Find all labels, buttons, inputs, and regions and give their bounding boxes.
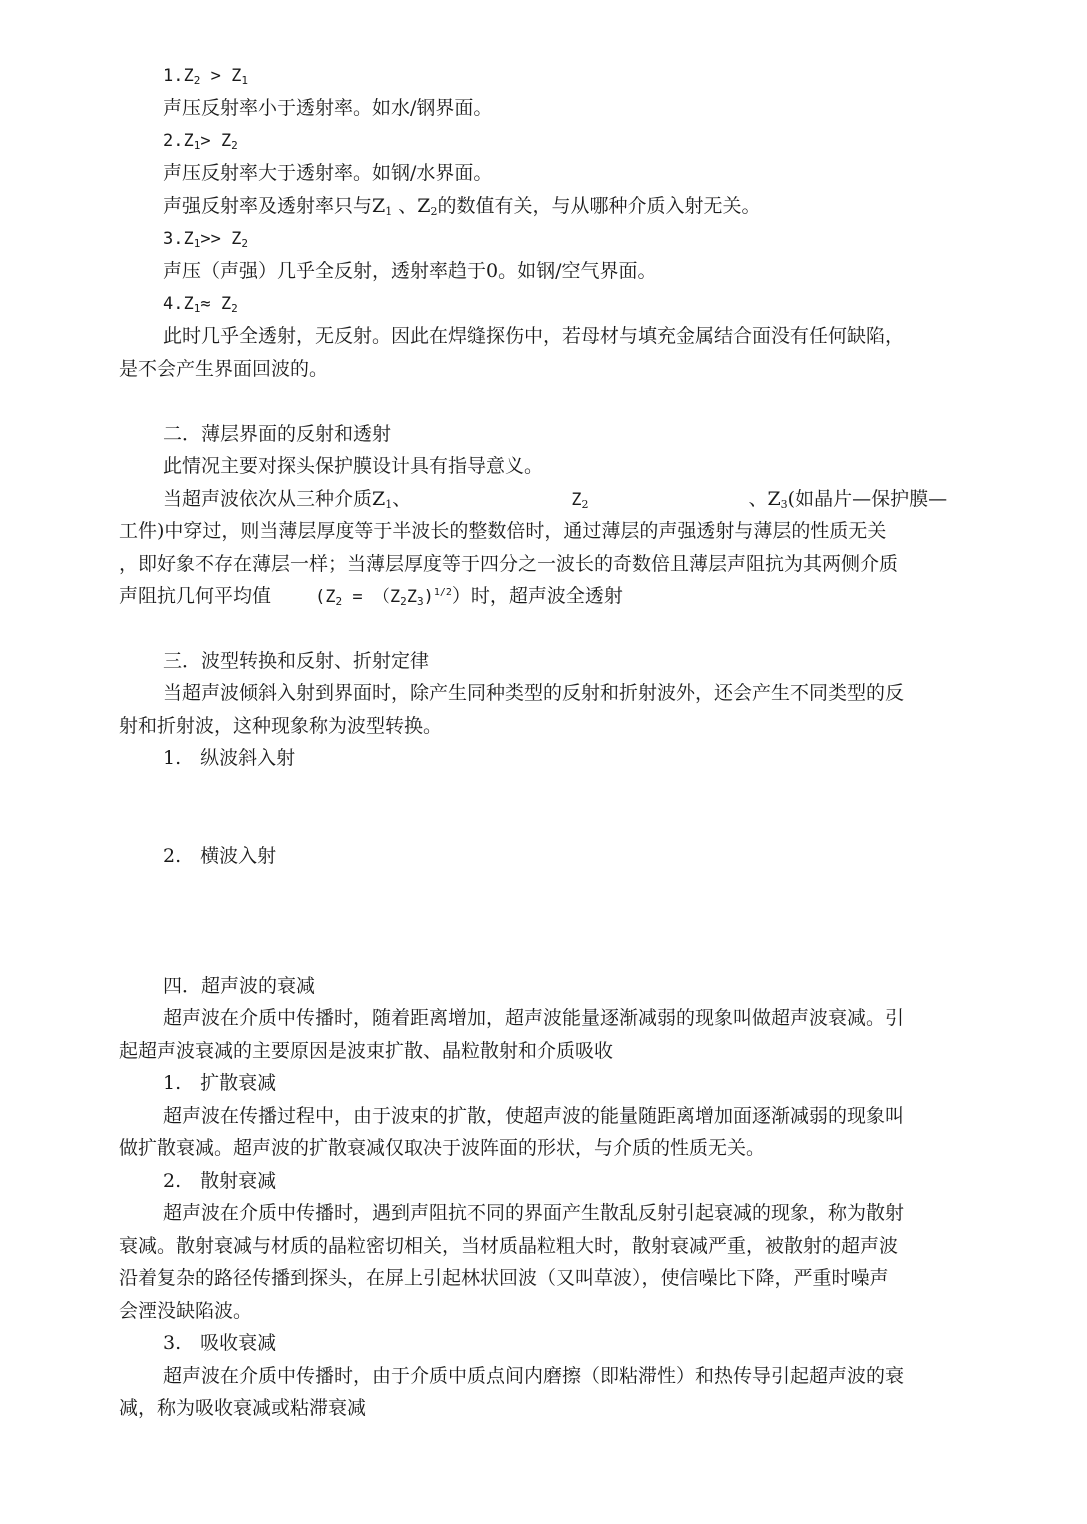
sub-1-line-1: 超声波在传播过程中，由于波束的扩散，使超声波的能量随距离增加面逐渐减弱的现象叫 — [163, 1105, 905, 1127]
section-4-para-line-2: 起超声波衰减的主要原因是波束扩散、晶粒散射和介质吸收 — [119, 1040, 614, 1062]
section-3-para-line-2: 射和折射波，这种现象称为波型转换。 — [119, 715, 443, 737]
section-2-heading: 二．薄层界面的反射和透射 — [163, 423, 392, 445]
case-z1-gt-z2: $2.Z_1> Z_2$ — [163, 131, 238, 152]
section-2-para-line-3: ，即好象不存在薄层一样；当薄层厚度等于四分之一波长的奇数倍且薄层声阻抗为其两侧介质 — [119, 553, 899, 575]
section-3-para-line-1: 当超声波倾斜入射到界面时，除产生同种类型的反射和折射波外，还会产生不同类型的反 — [163, 682, 905, 704]
case-z1-gg-z2: $3.Z_1>> Z_2$ — [163, 229, 248, 250]
sub-2-line-2: 衰减。散射衰减与材质的晶粒密切相关，当材质晶粒粗大时，散射衰减严重，被散射的超声波 — [119, 1235, 899, 1257]
section-3-heading: 三．波型转换和反射、折射定律 — [163, 650, 430, 672]
section-2-para-line-2: 工件)中穿过，则当薄层厚度等于半波长的整数倍时，通过薄层的声强透射与薄层的性质无关 — [119, 520, 887, 542]
section-3-item-2: 2. 横波入射 — [163, 845, 277, 867]
sub-1-line-2: 做扩散衰减。超声波的扩散衰减仅取决于波阵面的形状，与介质的性质无关。 — [119, 1137, 766, 1159]
section-2-para-line-1: 当超声波依次从三种介质$Z_1$、 $Z_2$ 、$Z_3$(如晶片—保护膜— — [163, 488, 948, 511]
case-z1-gt-z2-desc: 声压反射率大于透射率。如钢/水界面。 — [163, 162, 493, 184]
section-4-heading: 四．超声波的衰减 — [163, 975, 316, 997]
sub-2-line-1: 超声波在介质中传播时，遇到声阻抗不同的界面产生散乱反射引起衰减的现象，称为散射 — [163, 1202, 905, 1224]
section-2-intro: 此情况主要对探头保护膜设计具有指导意义。 — [163, 455, 544, 477]
case-z1-approx-z2-desc-1: 此时几乎全透射，无反射。因此在焊缝探伤中，若母材与填充金属结合面没有任何缺陷， — [163, 325, 905, 347]
sub-3-line-1: 超声波在介质中传播时，由于介质中质点间内磨擦（即粘滞性）和热传导引起超声波的衰 — [163, 1365, 905, 1387]
section-2-para-line-4: 声阻抗几何平均值 $(Z_2 = (Z_2Z_3)^{1/2})$时，超声波全透射 — [119, 585, 623, 608]
sub-1-title: 1. 扩散衰减 — [163, 1072, 277, 1094]
intensity-note: 声强反射率及透射率只与$Z_1$ 、$Z_2$的数值有关，与从哪种介质入射无关。 — [163, 195, 761, 218]
sub-2-line-3: 沿着复杂的路径传播到探头，在屏上引起林状回波（又叫草波），使信噪比下降，严重时噪声 — [119, 1267, 889, 1289]
case-z1-gg-z2-desc: 声压（声强）几乎全反射，透射率趋于0。如钢/空气界面。 — [163, 260, 657, 282]
section-4-para-line-1: 超声波在介质中传播时，随着距离增加，超声波能量逐渐减弱的现象叫做超声波衰减。引 — [163, 1007, 905, 1029]
case-z2-gt-z1-desc: 声压反射率小于透射率。如水/钢界面。 — [163, 97, 493, 119]
sub-3-line-2: 减，称为吸收衰减或粘滞衰减 — [119, 1397, 367, 1419]
sub-2-title: 2. 散射衰减 — [163, 1170, 277, 1192]
sub-2-line-4: 会湮没缺陷波。 — [119, 1300, 253, 1322]
case-z2-gt-z1: $1.Z_2 > Z_1$ — [163, 66, 248, 87]
sub-3-title: 3. 吸收衰减 — [163, 1332, 277, 1354]
section-3-item-1: 1. 纵波斜入射 — [163, 747, 296, 769]
case-z1-approx-z2-desc-2: 是不会产生界面回波的。 — [119, 358, 329, 380]
case-z1-approx-z2: $4.Z_1\approx Z_2$ — [163, 294, 238, 315]
